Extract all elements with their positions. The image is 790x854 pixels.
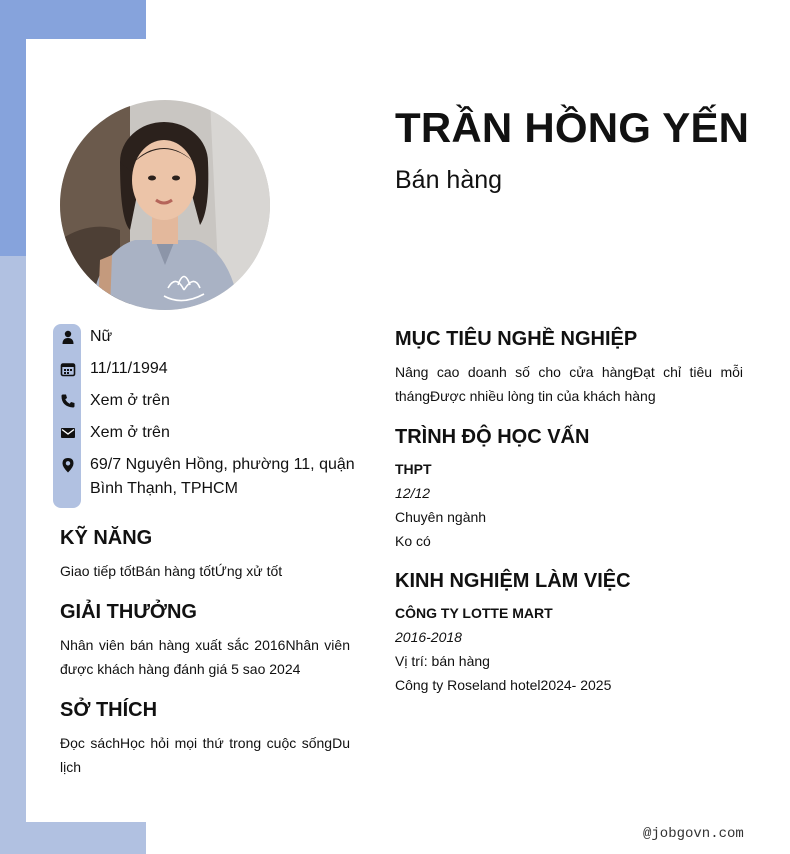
experience-company: CÔNG TY LOTTE MART [395, 605, 553, 621]
watermark: @jobgovn.com [643, 826, 744, 842]
contact-icon-bar [53, 324, 81, 508]
experience-role: Vị trí: bán hàng [395, 653, 490, 669]
birthday-value: 11/11/1994 [90, 360, 168, 377]
education-school: THPT [395, 461, 432, 477]
education-major: Ko có [395, 533, 431, 549]
experience-heading: KINH NGHIỆM LÀM VIỆC [395, 570, 631, 592]
candidate-name: TRẦN HỒNG YẾN [395, 104, 750, 151]
awards-text: Nhân viên bán hàng xuất sắc 2016Nhân viên được khách hàng đánh giá 5 sao 2024 [60, 637, 350, 677]
calendar-icon [60, 361, 76, 377]
experience-period: 2016-2018 [395, 629, 462, 645]
education-major-label: Chuyên ngành [395, 509, 487, 525]
education-heading: TRÌNH ĐỘ HỌC VẤN [395, 426, 590, 448]
skills-heading: KỸ NĂNG [60, 527, 153, 549]
person-icon [60, 329, 76, 345]
phone-icon [60, 393, 76, 409]
email-icon [60, 425, 76, 441]
skills-text: Giao tiếp tốtBán hàng tốtỨng xử tốt [60, 563, 283, 579]
profile-photo [60, 100, 270, 310]
education-period: 12/12 [395, 485, 431, 501]
address-value: 69/7 Nguyên Hồng, phường 11, quận Bình Thạnh, TPHCM [90, 456, 355, 497]
objective-heading: MỤC TIÊU NGHỀ NGHIỆP [395, 328, 638, 350]
profile-photo-illustration [60, 100, 270, 310]
hobbies-heading: SỞ THÍCH [60, 699, 158, 721]
objective-text: Nâng cao doanh số cho cửa hàngĐạt chỉ tiêu mỗi thángĐược nhiều lòng tin của khách hàng [395, 364, 743, 404]
hobbies-text: Đọc sáchHọc hỏi mọi thứ trong cuộc sốngDu lịch [60, 735, 350, 775]
experience-other: Công ty Roseland hotel2024- 2025 [395, 677, 612, 693]
phone-value: Xem ở trên [90, 392, 170, 409]
gender-value: Nữ [90, 328, 113, 345]
location-pin-icon [60, 457, 76, 473]
email-value: Xem ở trên [90, 424, 170, 441]
candidate-position: Bán hàng [395, 166, 503, 194]
awards-heading: GIẢI THƯỞNG [60, 601, 197, 623]
